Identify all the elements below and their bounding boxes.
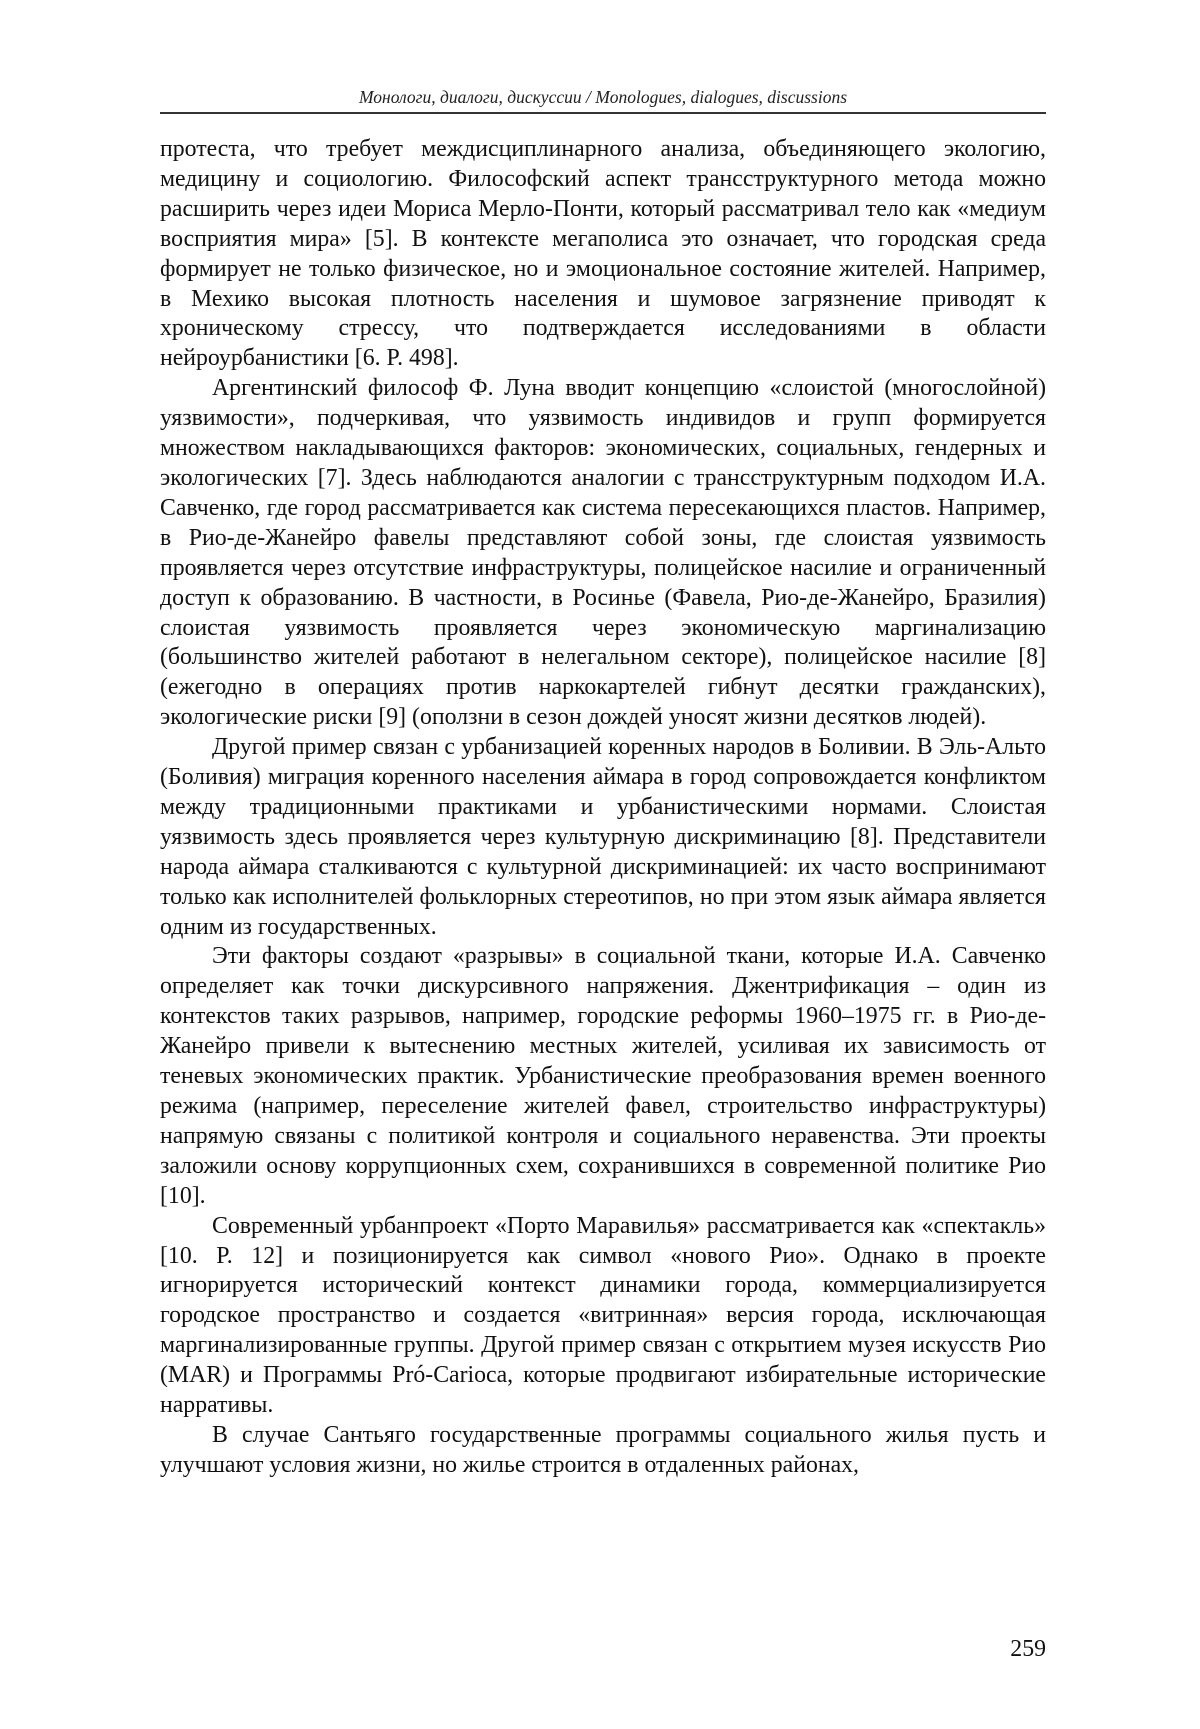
paragraph-6: В случае Сантьяго государственные программы социального жилья пусть и улучшают условия жизни, но жилье строится в отдаленных районах, — [160, 1421, 1046, 1478]
paragraph-3: Другой пример связан с урбанизацией коренных народов в Боливии. В Эль-Альто (Боливия) миграция коренного населения аймара в город сопровождается конфликтом между традиционными практиками и урбанистическими нормами. Слоистая уязвимость здесь проявляется через культурную дискриминацию [8]. Представители народа аймара сталкиваются с культурной дискриминацией: их часто воспринимают только как исполнителей фольклорных стереотипов, но при этом язык аймара является одним из государственных. — [160, 734, 1046, 940]
paragraph-1: протеста, что требует междисциплинарного анализа, объединяющего экологию, медицину и социологию. Философский аспект трансструктурного метода можно расширить через идеи Мориса Мерло-Понти, который рассматривал тело как «медиум восприятия мира» [5]. В контексте мегаполиса это означает, что городская среда формирует не только физическое, но и эмоциональное состояние жителей. Например, в Мехико высокая плотность населения и шумовое загрязнение приводят к хроническому стрессу, что подтверждается исследованиями в области нейроурбанистики [6. P. 498]. — [160, 136, 1046, 372]
page-number: 259 — [1010, 1636, 1046, 1662]
body-text — [160, 135, 1046, 1481]
paragraph-5: Современный урбанпроект «Порто Маравилья» рассматривается как «спектакль» [10. P. 12] и позиционируется как символ «нового Рио». Однако в проекте игнорируется исторический контекст динамики города, коммерциализируется городское пространство и создается «витринная» версия города, исключающая маргинализированные группы. Другой пример связан с открытием музея искусств Рио (MAR) и Программы Pró-Carioca, которые продвигают избирательные исторические нарративы. — [160, 1212, 1046, 1419]
header-rule — [160, 112, 1046, 114]
paragraph-2: Аргентинский философ Ф. Луна вводит концепцию «слоистой (многослойной) уязвимости», подчеркивая, что уязвимость индивидов и групп формируется множеством накладывающихся факторов: экономических, социальных, гендерных и экологических [7]. Здесь наблюдаются аналогии с трансструктурным подходом И.А. Савченко, где город рассматривается как система пересекающихся пластов. Например, в Рио-де-Жанейро фавелы представляют собой зоны, где слоистая уязвимость проявляется через отсутствие инфраструктуры, полицейское насилие и ограниченный доступ к образованию. В частности, в Росинье (Фавела, Рио-де-Жанейро, Бразилия) слоистая уязвимость проявляется через экономическую маргинализацию (большинство жителей работают в нелегальном секторе), полицейское насилие [8] (ежегодно в операциях против наркокартелей гибнут десятки гражданских), экологические риски [9] (оползни в сезон дождей уносят жизни десятков людей). — [160, 375, 1046, 731]
running-header: Монологи, диалоги, дискуссии / Monologues, dialogues, discussions — [358, 87, 848, 107]
paragraph-4: Эти факторы создают «разрывы» в социальной ткани, которые И.А. Савченко определяет как точки дискурсивного напряжения. Джентрификация – один из контекстов таких разрывов, например, городские реформы 1960–1975 гг. в Рио-де-Жанейро привели к вытеснению местных жителей, усиливая их зависимость от теневых экономических практик. Урбанистические преобразования времен военного режима (например, переселение жителей фавел, строительство инфраструктуры) напрямую связаны с политикой контроля и социального неравенства. Эти проекты заложили основу коррупционных схем, сохранившихся в современной политике Рио [10]. — [160, 943, 1046, 1209]
